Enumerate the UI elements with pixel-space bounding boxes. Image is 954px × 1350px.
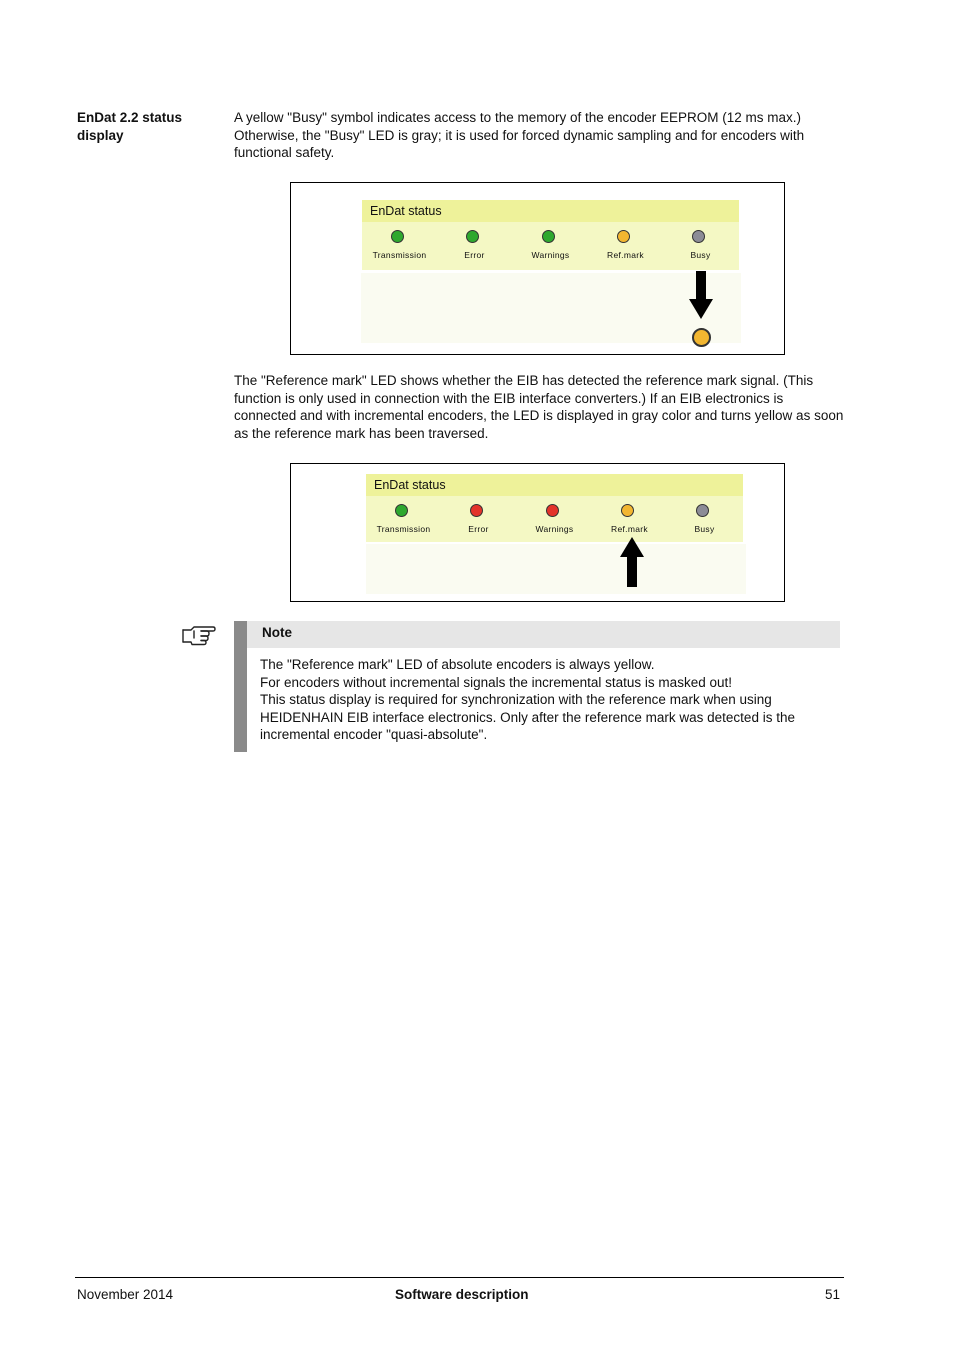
led-label: Transmission — [372, 250, 427, 260]
led-indicator — [696, 504, 709, 517]
led-indicator — [617, 230, 630, 243]
endat-status-figure-busy — [290, 182, 785, 355]
led-busy — [667, 502, 742, 542]
note-line: This status display is required for synchronization with the reference mark when using — [260, 692, 772, 707]
led-label: Warnings — [535, 524, 574, 534]
led-indicator — [542, 230, 555, 243]
reference-mark-paragraph: The "Reference mark" LED shows whether the EIB has detected the reference mark signal. (This function is only used in connection with the EIB interface converters.) If an EIB electronics is connected and with incremental encoders, the LED is displayed in gray color and turns yellow as soon as the reference mark has been traversed. — [234, 373, 844, 441]
led-label: Warnings — [531, 250, 570, 260]
led-transmission — [366, 502, 441, 542]
led-indicator — [391, 230, 404, 243]
busy-led-yellow-callout — [692, 328, 711, 347]
led-indicator — [395, 504, 408, 517]
led-ref-mark — [588, 228, 663, 268]
arrow-down-icon — [689, 271, 713, 321]
led-label: Ref.mark — [611, 524, 648, 534]
section-heading: EnDat 2.2 status display — [77, 110, 183, 143]
note-line: The "Reference mark" LED of absolute encoders is always yellow. — [260, 657, 655, 672]
note-line: incremental encoder "quasi-absolute". — [260, 727, 488, 742]
note-heading: Note — [247, 621, 840, 648]
led-label: Busy — [694, 524, 715, 534]
led-indicator — [470, 504, 483, 517]
led-label: Ref.mark — [607, 250, 644, 260]
led-indicator — [546, 504, 559, 517]
note-body — [260, 656, 845, 744]
panel-title: EnDat status — [362, 200, 739, 222]
footer-divider — [75, 1277, 844, 1278]
led-indicator — [466, 230, 479, 243]
footer-title: Software description — [395, 1287, 529, 1302]
led-ref-mark — [592, 502, 667, 542]
endat-status-panel — [366, 474, 743, 542]
note-sidebar — [234, 621, 247, 752]
led-indicator — [692, 230, 705, 243]
led-label: Busy — [690, 250, 711, 260]
faded-background — [366, 544, 746, 594]
footer-date: November 2014 — [77, 1287, 174, 1302]
led-warnings — [513, 228, 588, 268]
panel-title: EnDat status — [366, 474, 743, 496]
led-transmission — [362, 228, 437, 268]
endat-status-panel — [362, 200, 739, 270]
led-label: Error — [464, 250, 485, 260]
faded-background — [361, 273, 741, 343]
arrow-up-icon — [620, 537, 644, 589]
led-warnings — [517, 502, 592, 542]
intro-paragraph: A yellow "Busy" symbol indicates access to the memory of the encoder EEPROM (12 ms max.) Otherwise, the "Busy" LED is gray; it is used for forced dynamic sampling and for encoders with functional safety. — [234, 110, 805, 160]
led-label: Transmission — [376, 524, 431, 534]
page-number: 51 — [824, 1287, 840, 1302]
led-busy — [663, 228, 738, 268]
led-indicator — [621, 504, 634, 517]
led-label: Error — [468, 524, 489, 534]
led-error — [437, 228, 512, 268]
endat-status-figure-refmark — [290, 463, 785, 602]
led-error — [441, 502, 516, 542]
note-line: For encoders without incremental signals the incremental status is masked out! — [260, 674, 732, 690]
note-line: HEIDENHAIN EIB interface electronics. Only after the reference mark was detected is the — [260, 709, 795, 725]
pointing-hand-icon — [181, 622, 217, 646]
